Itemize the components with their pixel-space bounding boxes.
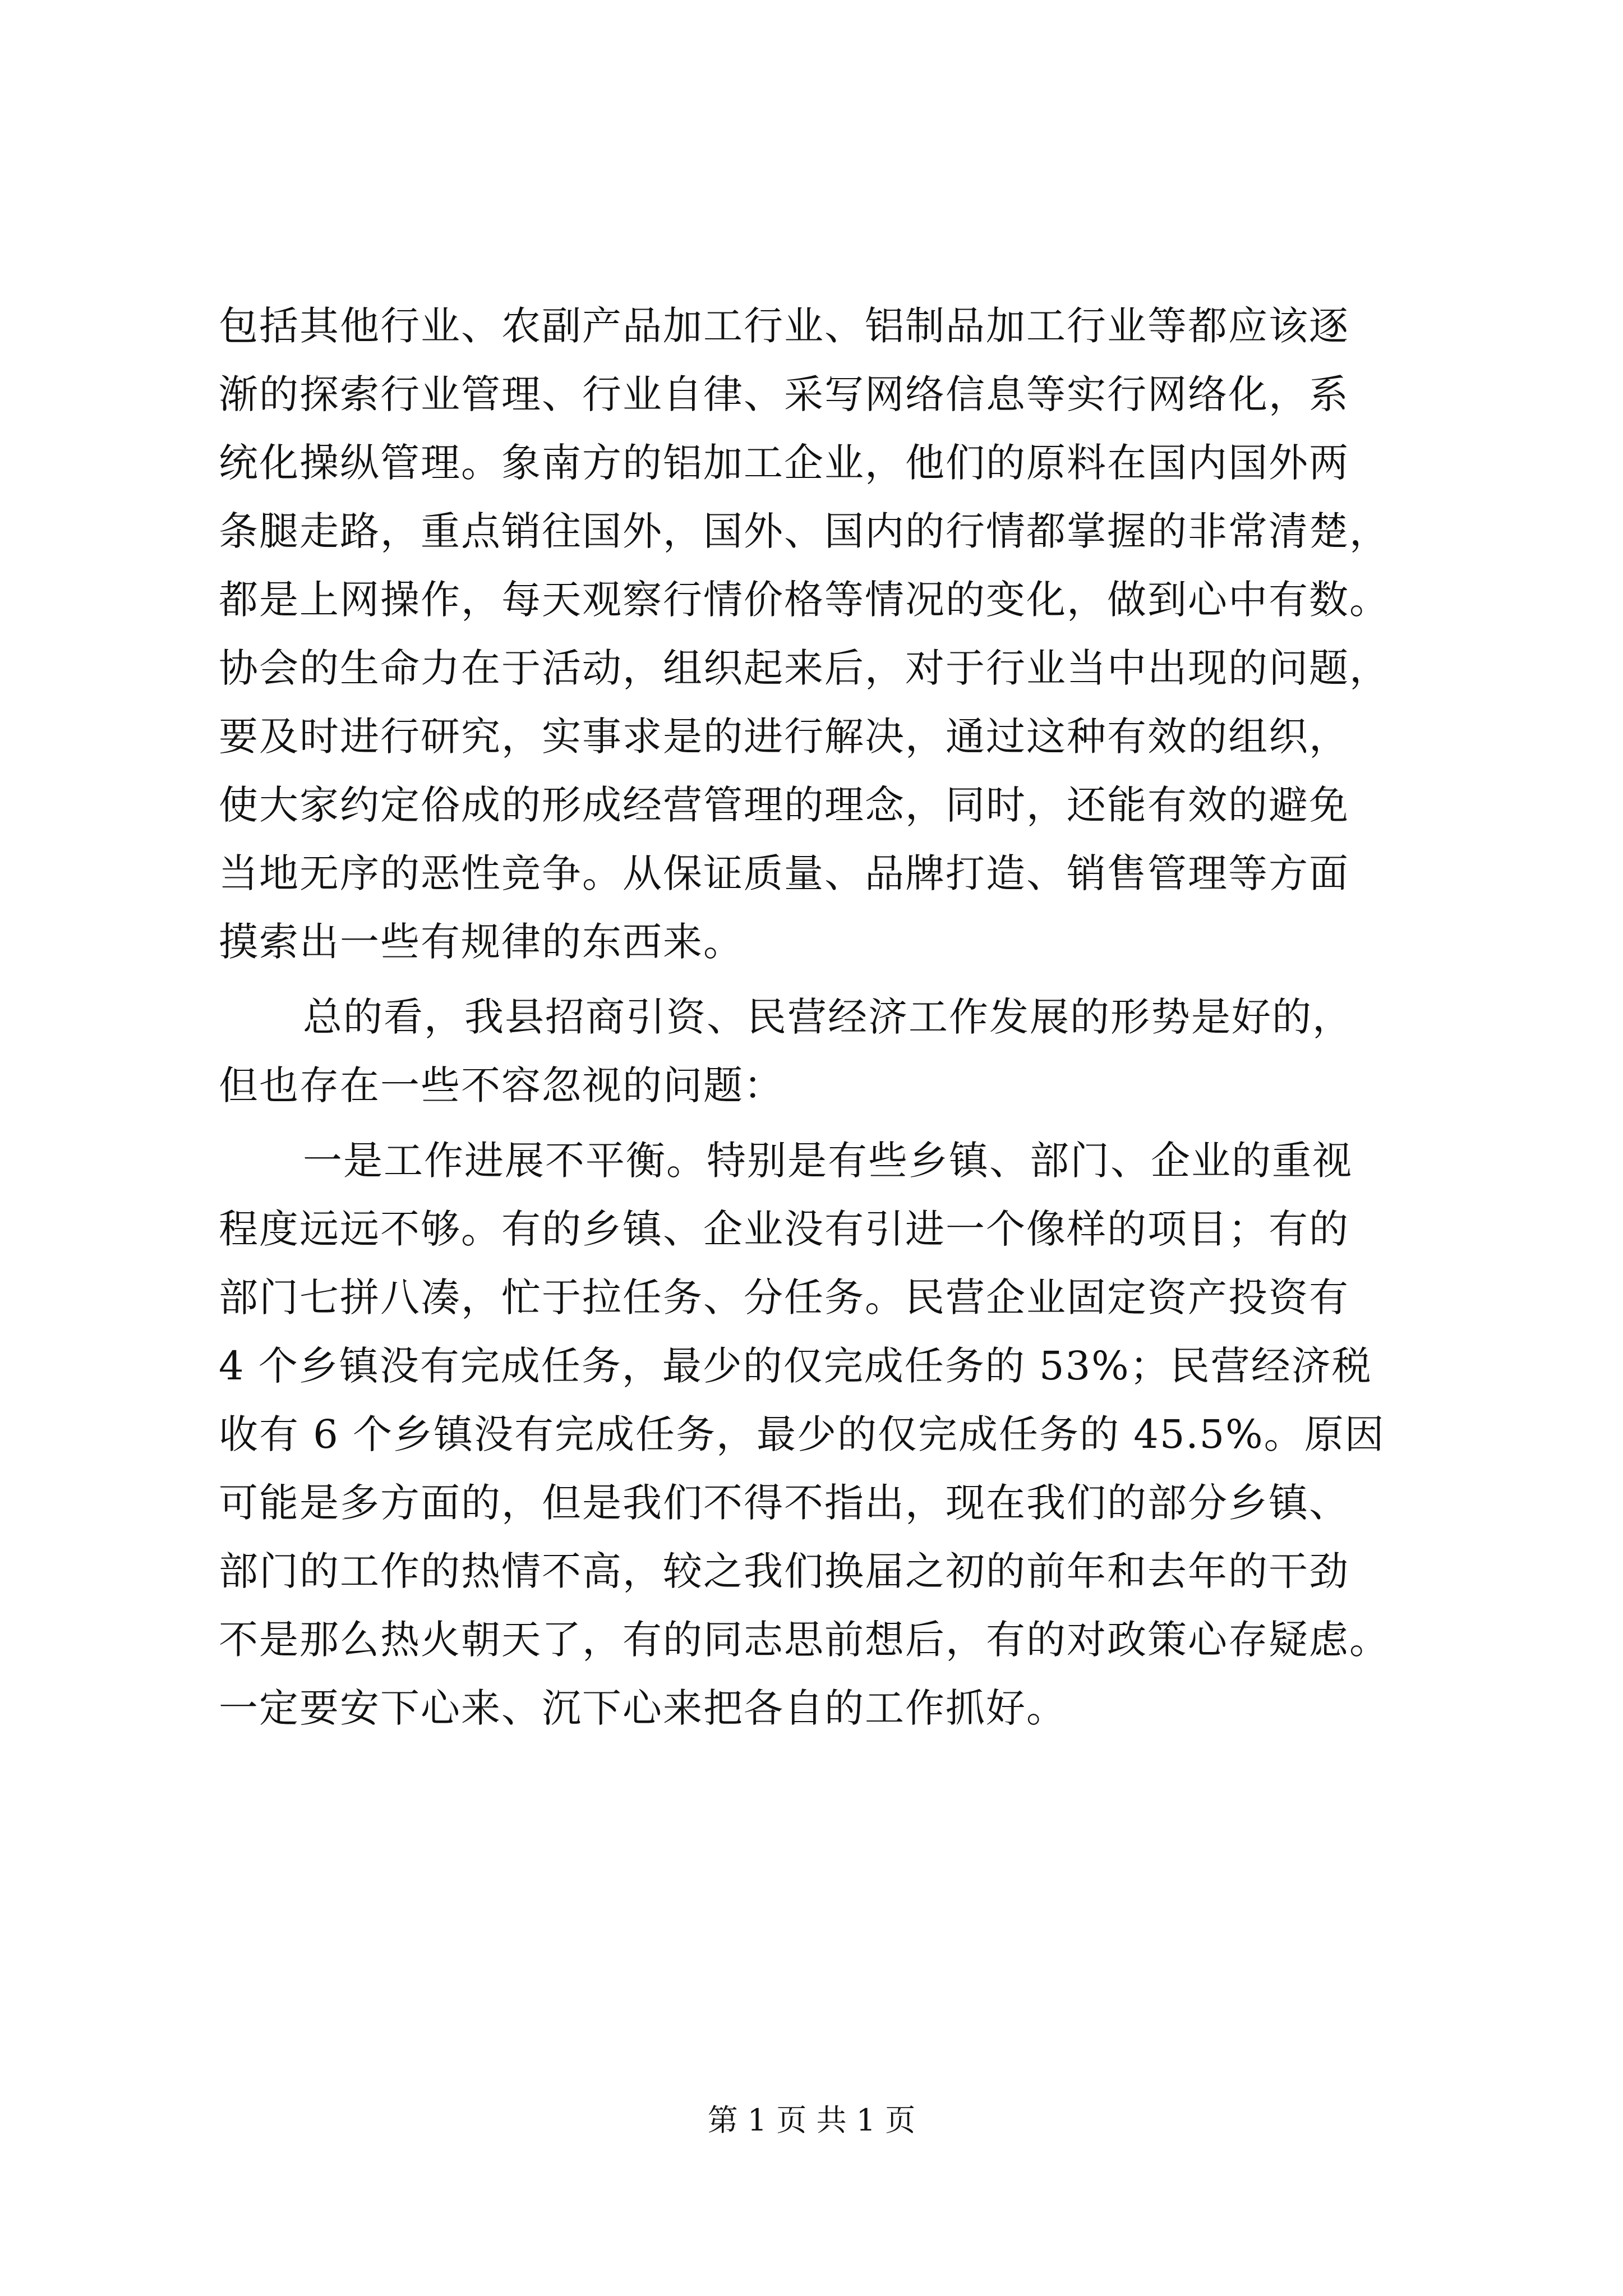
paragraph-line: 条腿走路，重点销往国外，国外、国内的行情都掌握的非常清楚，: [219, 508, 1390, 554]
document-body: [219, 292, 1430, 1742]
paragraph-line: 当地无序的恶性竞争。从保证质量、品牌打造、销售管理等方面: [219, 850, 1349, 896]
paragraph-line: 要及时进行研究，实事求是的进行解决，通过这种有效的组织，: [219, 714, 1349, 760]
paragraph-line: 使大家约定俗成的形成经营管理的理念，同时，还能有效的避免: [219, 782, 1349, 828]
paragraph-1: [219, 292, 1430, 976]
paragraph-line: 渐的探索行业管理、行业自律、采写网络信息等实行网络化，系: [219, 371, 1349, 417]
paragraph-line: 部门的工作的热情不高，较之我们换届之初的前年和去年的干劲: [219, 1548, 1349, 1594]
paragraph-line: 总的看，我县招商引资、民营经济工作发展的形势是好的，: [303, 994, 1353, 1040]
paragraph-line: 一定要安下心来、沉下心来把各自的工作抓好。: [219, 1685, 1067, 1731]
paragraph-line: 一是工作进展不平衡。特别是有些乡镇、部门、企业的重视: [303, 1138, 1353, 1184]
paragraph-line: 4 个乡镇没有完成任务，最少的仅完成任务的 53%；民营经济税: [219, 1343, 1372, 1389]
paragraph-line: 都是上网操作，每天观察行情价格等情况的变化，做到心中有数。: [219, 577, 1390, 623]
paragraph-line: 可能是多方面的，但是我们不得不指出，现在我们的部分乡镇、: [219, 1480, 1349, 1526]
paragraph-line: 收有 6 个乡镇没有完成任务，最少的仅完成任务的 45.5%。原因: [219, 1411, 1385, 1457]
page-number-footer: 第 1 页 共 1 页: [707, 2102, 916, 2138]
paragraph-2: [219, 983, 1430, 1120]
paragraph-line: 包括其他行业、农副产品加工行业、铝制品加工行业等都应该逐: [219, 303, 1349, 349]
paragraph-line: 程度远远不够。有的乡镇、企业没有引进一个像样的项目；有的: [219, 1206, 1349, 1252]
paragraph-line: 但也存在一些不容忽视的问题：: [219, 1062, 784, 1108]
paragraph-line: 统化操纵管理。象南方的铝加工企业，他们的原料在国内国外两: [219, 440, 1349, 486]
paragraph-line: 部门七拼八凑，忙于拉任务、分任务。民营企业固定资产投资有: [219, 1274, 1349, 1320]
paragraph-line: 不是那么热火朝天了，有的同志思前想后，有的对政策心存疑虑。: [219, 1617, 1390, 1663]
paragraph-line: 摸索出一些有规律的东西来。: [219, 919, 744, 965]
paragraph-line: 协会的生命力在于活动，组织起来后，对于行业当中出现的问题，: [219, 645, 1390, 691]
paragraph-3: [219, 1126, 1430, 1742]
